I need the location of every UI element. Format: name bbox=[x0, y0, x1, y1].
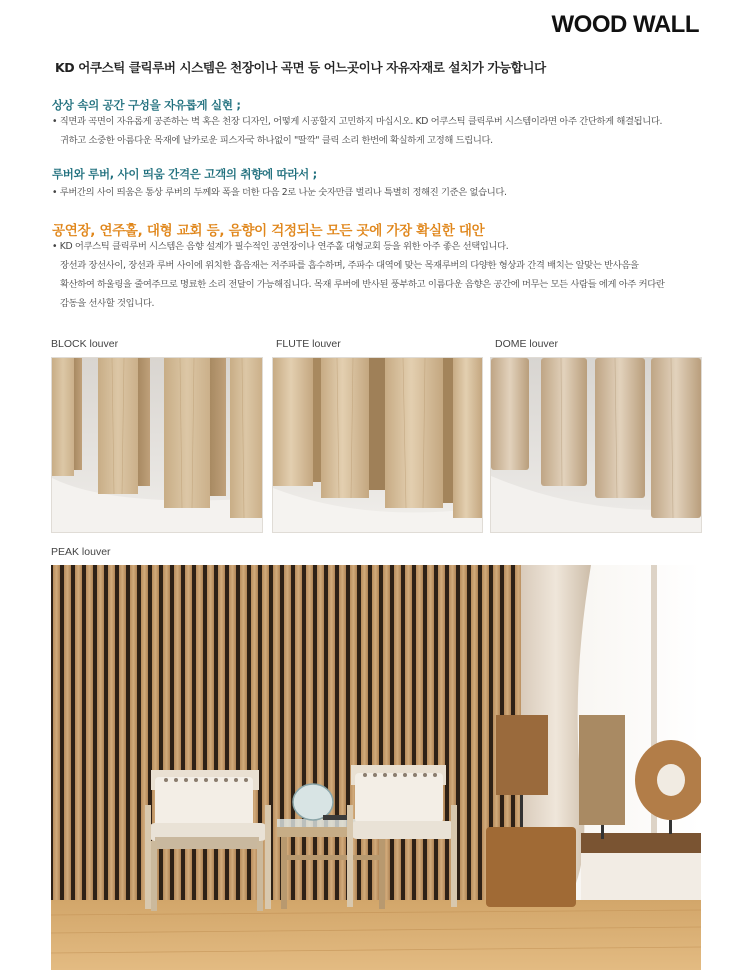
section-3-line: • KD 어쿠스틱 클릭루버 시스템은 음향 설계가 필수적인 공연장이나 연주홀 대형교회 등을 위한 아주 좋은 선택입니다. bbox=[52, 241, 509, 252]
block-louver-photo bbox=[51, 357, 263, 533]
peak-louver-slat bbox=[218, 565, 225, 905]
peak-louver-slat bbox=[207, 565, 214, 905]
peak-louver-slat bbox=[251, 565, 258, 905]
peak-louver-slat bbox=[295, 565, 302, 905]
section-3-line: 장선과 장선사이, 장선과 루버 사이에 위치한 흡음재는 저주파를 흡수하며, 주파수 대역에 맞는 목재루버의 다양한 형상과 간격 배치는 알맞는 반사음을 bbox=[60, 260, 639, 271]
peak-louver-slat bbox=[328, 565, 335, 905]
section-1-text bbox=[52, 112, 707, 150]
peak-louver-slat bbox=[53, 565, 60, 905]
peak-louver-slat bbox=[427, 565, 434, 905]
caption-peak-louver: PEAK louver bbox=[51, 546, 111, 558]
peak-louver-slat bbox=[229, 565, 236, 905]
peak-louver-slat bbox=[273, 565, 280, 905]
section-2-title: 루버와 루버, 사이 띄움 간격은 고객의 취향에 따라서 ; bbox=[52, 167, 317, 181]
peak-louver-slat bbox=[394, 565, 401, 905]
caption-flute-louver: FLUTE louver bbox=[276, 338, 341, 350]
peak-louver-slat bbox=[174, 565, 181, 905]
peak-louver-slat bbox=[130, 565, 137, 905]
peak-louver-slat bbox=[163, 565, 170, 905]
dome-louver-photo bbox=[490, 357, 702, 533]
peak-louver-slat bbox=[416, 565, 423, 905]
peak-louver-slat bbox=[317, 565, 324, 905]
section-1-line: • 직면과 곡면이 자유롭게 공존하는 벽 혹은 천장 디자인, 어떻게 시공할지 고민하지 마십시오. KD 어쿠스틱 클릭루버 시스템이라면 아주 간단하게 해결됩니다. bbox=[52, 116, 663, 127]
peak-louver-slat bbox=[306, 565, 313, 905]
peak-louver-slat bbox=[438, 565, 445, 905]
peak-louver-slat bbox=[240, 565, 247, 905]
peak-louver-slat bbox=[471, 565, 478, 905]
peak-louver-interior-photo bbox=[51, 565, 701, 970]
section-2-line: • 루버간의 사이 띄움은 통상 루버의 두께와 폭을 더한 다음 2로 나눈 숫자만큼 벌리나 특별히 정해진 기준은 없습니다. bbox=[52, 187, 507, 198]
peak-louver-slat bbox=[185, 565, 192, 905]
peak-louver-slat bbox=[86, 565, 93, 905]
caption-block-louver: BLOCK louver bbox=[51, 338, 119, 350]
page-headline: KD 어쿠스틱 클릭루버 시스템은 천장이나 곡면 등 어느곳이나 자유자재로 설치가 가능합니다 bbox=[55, 60, 546, 75]
peak-louver-slat bbox=[372, 565, 379, 905]
peak-louver-slat bbox=[460, 565, 467, 905]
section-3-title: 공연장, 연주홀, 대형 교회 등, 음향이 걱정되는 모든 곳에 가장 확실한 대안 bbox=[52, 223, 485, 239]
brand-title: WOOD WALL bbox=[551, 11, 699, 38]
peak-louver-slat bbox=[196, 565, 203, 905]
peak-louver-slat bbox=[339, 565, 346, 905]
peak-louver-slat bbox=[75, 565, 82, 905]
section-3-text bbox=[52, 237, 707, 313]
peak-louver-slat bbox=[405, 565, 412, 905]
peak-louver-slat bbox=[97, 565, 104, 905]
section-3-line: 감동을 선사할 것입니다. bbox=[60, 298, 155, 309]
section-2-text bbox=[52, 183, 707, 202]
section-1-title: 상상 속의 공간 구성을 자유롭게 실현 ; bbox=[52, 98, 241, 112]
peak-louver-slat bbox=[119, 565, 126, 905]
section-1-line: 귀하고 소중한 아름다운 목재에 날카로운 피스자국 하나없이 "딸깍" 클릭 소리 한번에 확실하게 고정해 드립니다. bbox=[60, 135, 493, 146]
flute-louver-photo bbox=[272, 357, 483, 533]
peak-louver-slat bbox=[361, 565, 368, 905]
caption-dome-louver: DOME louver bbox=[495, 338, 559, 350]
peak-louver-slat bbox=[108, 565, 115, 905]
section-3-line: 확산하여 하울링을 줄여주므로 명료한 소리 전달이 가능해집니다. 목재 루버에 반사된 풍부하고 이름다운 음향은 공간에 머무는 모든 사람들 에게 아주 커다란 bbox=[60, 279, 665, 290]
peak-louver-slat bbox=[64, 565, 71, 905]
